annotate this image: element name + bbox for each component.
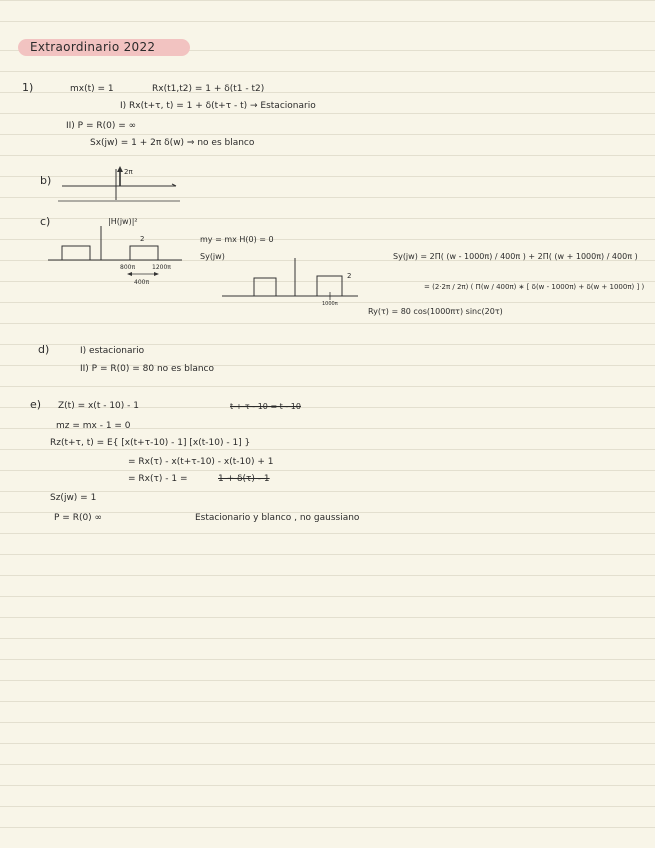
output-center-frequency-label: 1000π (322, 301, 338, 307)
output-mean-line: my = mx H(0) = 0 (200, 235, 274, 244)
filter-response-sketch (48, 222, 188, 288)
output-autocorrelation: Ry(τ) = 80 cos(1000πτ) sinc(20τ) (368, 307, 503, 316)
output-gain-label: 2 (347, 272, 352, 280)
part-e-label: e) (30, 398, 42, 411)
bandwidth-label: 400π (134, 279, 150, 286)
part-e-struck-result: 1 + δ(τ) - 1 (218, 474, 270, 484)
impulse-area-label: 2π (124, 168, 133, 176)
spectrum-line: Sx(jw) = 1 + 2π δ(w) ⇒ no es blanco (90, 138, 255, 148)
stationarity-line: I) Rx(t+τ, t) = 1 + δ(t+τ - t) → Estacionario (120, 101, 316, 111)
lower-cutoff-label: 800π (120, 264, 136, 271)
filter-gain-label: 2 (140, 235, 145, 243)
part-c-label: c) (40, 215, 51, 228)
page-title: Extraordinario 2022 (30, 40, 156, 54)
part-d-stationary: I) estacionario (80, 346, 145, 356)
part-e-mean: mz = mx - 1 = 0 (56, 421, 131, 431)
part-d-label: d) (38, 343, 50, 356)
section-1-number: 1) (22, 81, 34, 94)
autocorrelation-expression: Rx(t1,t2) = 1 + δ(t1 - t2) (152, 84, 265, 94)
part-e-definition: Z(t) = x(t - 10) - 1 (58, 401, 139, 411)
part-e-simplification: = Rx(τ) - 1 = (128, 474, 188, 484)
part-e-spectrum: Sz(jw) = 1 (50, 493, 97, 503)
part-e-struck-note: t + τ - 10 = t - 10 (230, 402, 301, 411)
part-e-expansion: = Rx(τ) - x(t+τ-10) - x(t-10) + 1 (128, 457, 274, 467)
output-spectrum-label: Sy(jw) (200, 252, 225, 261)
power-line: II) P = R(0) = ∞ (66, 121, 137, 131)
upper-cutoff-label: 1200π (152, 264, 171, 271)
output-spectrum-sketch (222, 256, 362, 306)
part-d-power: II) P = R(0) = 80 no es blanco (80, 364, 214, 374)
output-spectrum-formula: Sy(jw) = 2Π( (w - 1000π) / 400π ) + 2Π( (w + 1000π) / 400π ) (393, 252, 638, 261)
part-e-power: P = R(0) ∞ (54, 513, 103, 523)
part-e-conclusion: Estacionario y blanco , no gaussiano (195, 513, 360, 523)
spectrum-impulse-sketch (58, 163, 183, 205)
part-b-label: b) (40, 174, 52, 187)
output-spectrum-convolution: = (2·2π / 2π) ( Π(w / 400π) ∗ [ δ(w - 1000π) + δ(w + 1000π) ] ) (424, 283, 645, 291)
mean-expression: mx(t) = 1 (70, 84, 114, 94)
part-e-autocorrelation: Rz(t+τ, t) = E{ [x(t+τ-10) - 1] [x(t-10) - 1] } (50, 438, 251, 448)
filter-magnitude-label: |H(jw)|² (108, 217, 138, 226)
